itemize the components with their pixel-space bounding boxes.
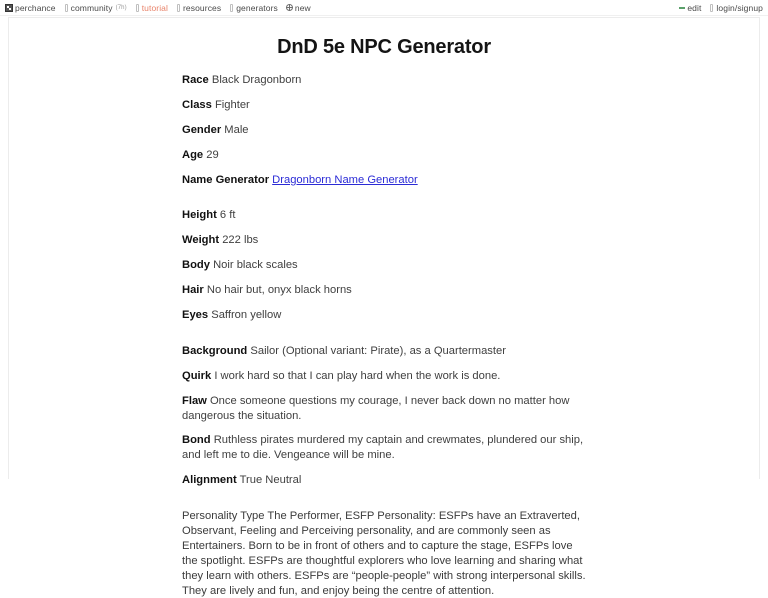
field-value-gender: Male (224, 123, 249, 136)
globe-icon (286, 4, 293, 11)
dash-icon (679, 7, 685, 9)
field-label-name-generator: Name Generator (182, 173, 270, 186)
field-personality-type (182, 509, 586, 598)
field-value-bond: Ruthless pirates murdered my captain and crewmates, plundered our ship, and left me to die. Vengeance will be mine. (182, 434, 584, 462)
book-icon (135, 4, 140, 12)
npc-fields (182, 73, 586, 598)
field-race (182, 73, 586, 88)
field-label-flaw: Flaw (182, 394, 207, 407)
generator-content (9, 18, 759, 598)
field-bond (182, 433, 586, 463)
nav-item-tutorial[interactable] (135, 3, 168, 13)
nav-item-new[interactable] (286, 3, 311, 13)
field-value-height: 6 ft (219, 209, 236, 222)
field-value-flaw: Once someone questions my courage, I never back down no matter how dangerous the situation. (182, 394, 570, 422)
nav-label-generators: generators (236, 2, 278, 13)
field-eyes (182, 308, 586, 323)
field-label-race: Race (182, 74, 209, 86)
book-icon (229, 4, 234, 12)
field-gender (182, 123, 586, 138)
nav-item-generators[interactable] (229, 3, 278, 13)
field-label-body: Body (182, 259, 210, 272)
field-value-eyes: Saffron yellow (211, 309, 282, 322)
section-divider (182, 498, 586, 509)
community-activity-note: (7h) (115, 4, 127, 11)
nav-label-perchance: perchance (15, 2, 56, 13)
top-navigation-bar (0, 0, 768, 16)
book-icon (176, 4, 181, 12)
field-hair (182, 283, 586, 298)
field-label-weight: Weight (182, 234, 220, 247)
field-quirk (182, 369, 586, 384)
field-age (182, 148, 586, 163)
field-body (182, 258, 586, 273)
nav-item-perchance[interactable] (5, 3, 56, 13)
book-icon (709, 4, 714, 12)
field-value-hair: No hair but, onyx black horns (206, 284, 352, 297)
section-divider (182, 333, 586, 344)
field-value-alignment: True Neutral (239, 474, 302, 487)
field-weight (182, 233, 586, 248)
field-label-age: Age (182, 148, 204, 161)
nav-label-login-signup: login/signup (716, 2, 763, 13)
book-icon (64, 4, 69, 12)
field-label-background: Background (182, 344, 248, 357)
perchance-logo-icon (5, 4, 13, 12)
field-height (182, 208, 586, 223)
field-flaw (182, 394, 586, 424)
field-value-class: Fighter (214, 98, 250, 111)
field-class (182, 98, 586, 113)
nav-label-community: community (70, 2, 113, 13)
field-label-height: Height (182, 209, 217, 222)
nav-item-login-signup[interactable] (709, 3, 763, 13)
nav-right-group (679, 3, 763, 13)
field-value-personality-type: The Performer, ESFP Personality: ESFPs have an Extraverted, Observant, Feeling and Perceiving personality, and are commonly seen as Entertainers. Born to be in front of others and to capture the stage, ESFPs love the spotlight. ESFPs are thoughtful explorers who love learning and sharing what they learn with others. ESFPs are “people-people” with strong interpersonal skills. They are lively and fun, and enjoy being the centre of attention. (182, 510, 586, 597)
field-background (182, 344, 586, 359)
field-value-age: 29 (206, 148, 219, 161)
nav-item-community[interactable] (64, 3, 127, 13)
generator-page-frame (8, 17, 760, 597)
nav-label-new: new (294, 2, 311, 13)
name-generator-link[interactable]: Dragonborn Name Generator (272, 173, 418, 186)
field-value-race: Black Dragonborn (211, 74, 302, 86)
nav-item-resources[interactable] (176, 3, 221, 13)
field-value-background: Sailor (Optional variant: Pirate), as a Quartermaster (250, 344, 506, 357)
field-value-body: Noir black scales (213, 259, 298, 272)
nav-label-resources: resources (183, 2, 222, 13)
field-label-class: Class (182, 98, 212, 111)
field-label-hair: Hair (182, 284, 204, 297)
field-label-quirk: Quirk (182, 369, 212, 382)
nav-label-edit: edit (687, 2, 702, 13)
field-value-quirk: I work hard so that I can play hard when the work is done. (214, 369, 501, 382)
field-name-generator (182, 173, 586, 188)
nav-left-group (5, 3, 679, 13)
field-label-personality-type: Personality Type (182, 510, 265, 523)
field-alignment (182, 473, 586, 488)
field-label-gender: Gender (182, 123, 222, 136)
nav-label-tutorial: tutorial (141, 2, 168, 13)
section-divider (182, 197, 586, 208)
field-label-alignment: Alignment (182, 474, 237, 487)
page-title: DnD 5e NPC Generator (277, 36, 491, 58)
field-label-eyes: Eyes (182, 309, 209, 322)
nav-item-edit[interactable] (679, 3, 701, 13)
field-value-weight: 222 lbs (222, 234, 259, 247)
field-label-bond: Bond (182, 434, 211, 447)
